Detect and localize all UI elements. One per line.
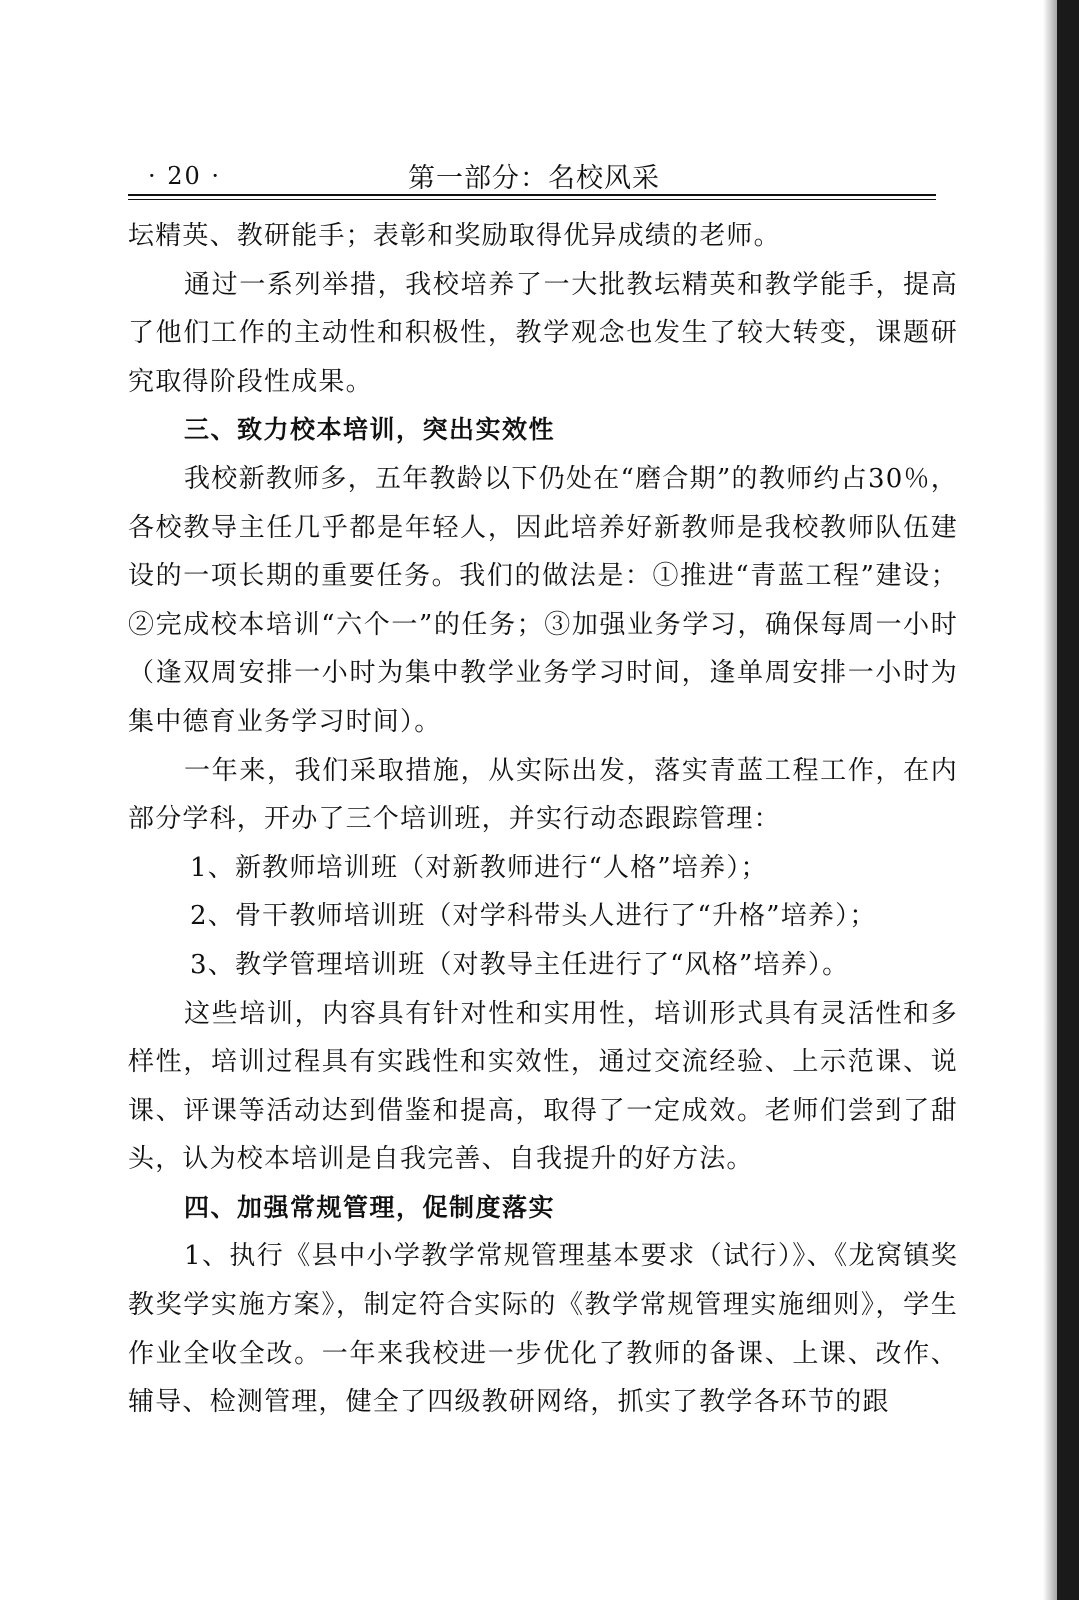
body-text bbox=[128, 212, 958, 1427]
list-item: 3、教学管理培训班（对教导主任进行了“风格”培养）。 bbox=[190, 949, 850, 980]
page-number: · 20 · bbox=[148, 162, 222, 190]
section-heading: 三、致力校本培训，突出实效性 bbox=[184, 415, 556, 445]
running-title: 第一部分：名校风采 bbox=[408, 163, 660, 194]
section-heading: 四、加强常规管理，促制度落实 bbox=[184, 1192, 556, 1222]
scan-edge bbox=[1057, 0, 1079, 1600]
header-rule-thick bbox=[128, 194, 936, 196]
paragraph: 1、执行《县中小学教学常规管理基本要求（试行）》、《龙窝镇奖教奖学实施方案》，制定符合实际的《教学常规管理实施细则》，学生作业全收全改。一年来我校进一步优化了教师的备课、上课、改作、辅导、检测管理，健全了四级教研网络，抓实了教学各环节的跟 bbox=[128, 1241, 958, 1418]
paragraph: 这些培训，内容具有针对性和实用性，培训形式具有灵活性和多样性，培训过程具有实践性和实效性，通过交流经验、上示范课、说课、评课等活动达到借鉴和提高，取得了一定成效。老师们尝到了甜头，认为校本培训是自我完善、自我提升的好方法。 bbox=[128, 998, 958, 1175]
page-header bbox=[128, 150, 958, 196]
scan-edge-shadow bbox=[1043, 0, 1057, 1600]
book-page bbox=[128, 150, 958, 1427]
paragraph: 通过一系列举措，我校培养了一大批教坛精英和教学能手，提高了他们工作的主动性和积极性，教学观念也发生了较大转变，课题研究取得阶段性成果。 bbox=[128, 269, 958, 397]
list-item: 1、新教师培训班（对新教师进行“人格”培养）； bbox=[190, 852, 768, 883]
header-rule-thin bbox=[128, 199, 936, 200]
paragraph: 一年来，我们采取措施，从实际出发，落实青蓝工程工作，在内部分学科，开办了三个培训班，并实行动态跟踪管理： bbox=[128, 755, 958, 835]
paragraph: 我校新教师多，五年教龄以下仍处在“磨合期”的教师约占30％，各校教导主任几乎都是年轻人，因此培养好新教师是我校教师队伍建设的一项长期的重要任务。我们的做法是：①推进“青蓝工程”建设；②完成校本培训“六个一”的任务；③加强业务学习，确保每周一小时（逢双周安排一小时为集中教学业务学习时间，逢单周安排一小时为集中德育业务学习时间）。 bbox=[128, 463, 958, 737]
list-item: 2、骨干教师培训班（对学科带头人进行了“升格”培养）； bbox=[190, 901, 877, 932]
paragraph: 坛精英、教研能手；表彰和奖励取得优异成绩的老师。 bbox=[128, 221, 781, 251]
